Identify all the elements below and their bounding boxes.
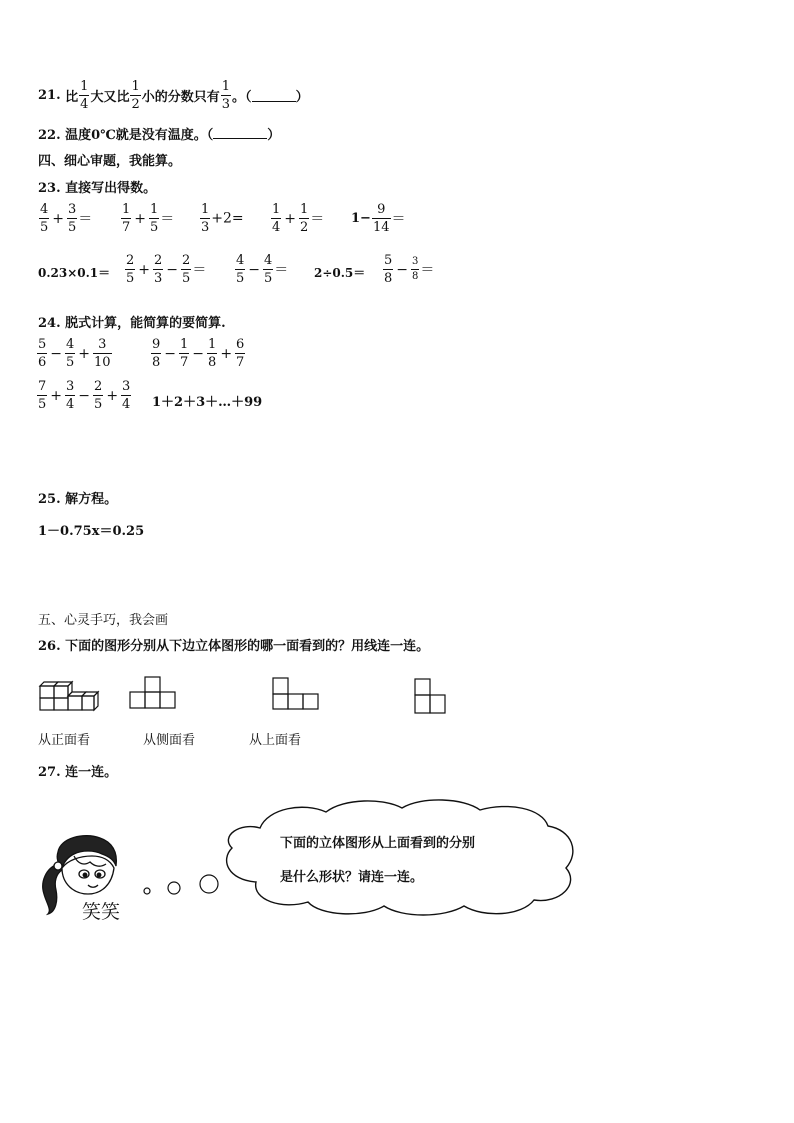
calc-24-1: $\frac{5}{6}$ − $\frac{4}{5}$ + $\frac{3}{10}$: [38, 337, 111, 370]
speech-cloud: [216, 796, 584, 918]
answer-blank-21[interactable]: [252, 89, 296, 102]
thought-bubbles: [138, 872, 222, 900]
label-side-view: 从侧面看: [143, 733, 196, 748]
question-22: 22. 温度0℃就是没有温度。（ ）: [38, 128, 281, 143]
calc-23-9: 2÷0.5＝: [314, 266, 366, 280]
question-24-title: 24. 脱式计算，能简算的要简算.: [38, 316, 226, 331]
question-26-title: 26. 下面的图形分别从下边立体图形的哪一面看到的？用线连一连。: [38, 639, 430, 654]
calc-23-10: $\frac{5}{8}$ − $\frac{3}{8}$ ＝: [384, 253, 435, 286]
solid-figure-cubes: [38, 670, 100, 712]
question-27-title: 27. 连一连。: [38, 765, 118, 780]
label-top-view: 从上面看: [249, 733, 302, 748]
section-4-heading: 四、细心审题，我能算。: [38, 154, 182, 169]
calc-23-2: $\frac{1}{7}$ + $\frac{1}{5}$ ＝: [122, 202, 175, 235]
equation-25: 1－0.75x＝0.25: [38, 524, 145, 539]
calc-24-2: $\frac{9}{8}$ − $\frac{1}{7}$ − $\frac{1}{8}$ + $\frac{6}{7}$: [152, 337, 245, 370]
calc-24-4: 1＋2＋3＋…＋99: [152, 395, 263, 410]
calc-23-5: 1− $\frac{9}{14}$ ＝: [351, 202, 406, 235]
bubble-text-line2: 是什么形状？请连一连。: [280, 870, 424, 885]
question-23-title: 23. 直接写出得数。: [38, 181, 157, 196]
label-front-view: 从正面看: [38, 733, 91, 748]
calc-23-8: $\frac{4}{5}$ − $\frac{4}{5}$ ＝: [236, 253, 289, 286]
calc-23-1: $\frac{4}{5}$ + $\frac{3}{5}$ ＝: [40, 202, 93, 235]
calc-23-6: 0.23×0.1＝: [38, 266, 111, 280]
fraction-one-half: $\frac{1}{2}$: [131, 79, 140, 112]
question-25-title: 25. 解方程。: [38, 492, 118, 507]
fraction-one-quarter: $\frac{1}{4}$: [80, 79, 89, 112]
answer-blank-22[interactable]: [213, 126, 267, 139]
calc-23-4: $\frac{1}{4}$ + $\frac{1}{2}$ ＝: [272, 202, 325, 235]
calc-23-7: $\frac{2}{5}$ + $\frac{2}{3}$ − $\frac{2}{5}$ ＝: [126, 253, 207, 286]
bubble-text-line1: 下面的立体图形从上面看到的分别: [280, 836, 476, 851]
calc-23-3: $\frac{1}{3}$ +2=: [201, 202, 244, 235]
girl-name-label: 笑笑: [82, 901, 121, 923]
view-figure-a: [129, 676, 177, 710]
view-figure-c: [414, 678, 448, 716]
section-5-heading: 五、心灵手巧，我会画: [38, 613, 169, 628]
calc-24-3: $\frac{7}{5}$ + $\frac{3}{4}$ − $\frac{2}{5}$ + $\frac{3}{4}$: [38, 379, 131, 412]
fraction-one-third: $\frac{1}{3}$: [221, 79, 231, 112]
question-21: 21. 比 $\frac{1}{4}$ 大又比 $\frac{1}{2}$ 小的分数只有 $\frac{1}{3}$ 。（ ）: [38, 79, 309, 112]
view-figure-b: [272, 677, 320, 711]
